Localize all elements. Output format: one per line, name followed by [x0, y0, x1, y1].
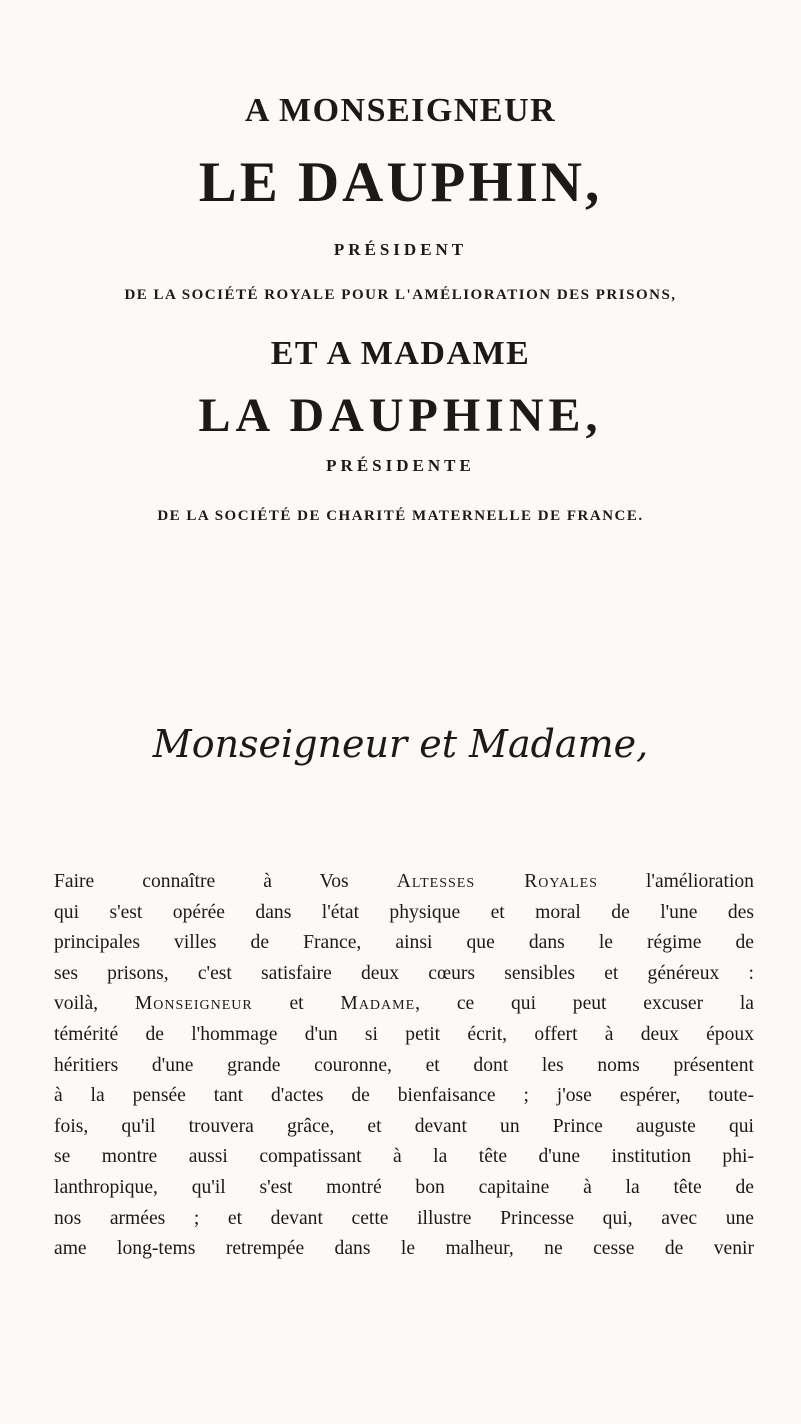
- body-text-segment: qui s'est opérée dans l'état physique et moral de l'une des: [54, 901, 754, 923]
- body-text-segment: se montre aussi compatissant à la tête d'une institution phi-: [54, 1146, 754, 1168]
- body-text-segment: l'amélioration: [597, 871, 754, 892]
- heading-line-1: A MONSEIGNEUR: [244, 92, 557, 129]
- body-text-segment: héritiers d'une grande couronne, et dont les noms présentent: [54, 1054, 754, 1076]
- heading-line-5: ET A MADAME: [270, 335, 531, 372]
- body-line: [54, 867, 754, 898]
- body-line: [54, 1081, 754, 1112]
- body-line: [54, 1234, 754, 1265]
- body-text-segment: fois, qu'il trouvera grâce, et devant un Prince auguste qui: [54, 1115, 754, 1137]
- body-text-segment: à la pensée tant d'actes de bienfaisance ; j'ose espérer, toute-: [54, 1085, 754, 1107]
- heading-line-8: DE LA SOCIÉTÉ DE CHARITÉ MATERNELLE DE FRANCE.: [157, 508, 644, 524]
- heading-line-2: LE DAUPHIN,: [198, 151, 603, 214]
- heading-line-3: PRÉSIDENT: [333, 240, 468, 259]
- body-line: [54, 989, 754, 1020]
- salutation: Monseigneur et Madame,: [152, 722, 649, 766]
- body-text-segment: et: [252, 993, 341, 1015]
- body-text-segment: Faire connaître à Vos: [54, 871, 397, 892]
- body-text-segment: nos armées ; et devant cette illustre Princesse qui, avec une: [54, 1207, 754, 1229]
- dedication-body: [54, 867, 754, 1265]
- body-text-segment: ame long-tems retrempée dans le malheur, ne cesse de venir: [54, 1238, 754, 1260]
- body-text-segment: principales villes de France, ainsi que dans le régime de: [54, 932, 754, 954]
- body-line: [54, 1173, 754, 1204]
- small-caps-text: Altesses Royales: [396, 871, 598, 892]
- small-caps-text: Monseigneur: [134, 993, 253, 1015]
- body-text-segment: , ce qui peut excuser la: [415, 993, 754, 1015]
- body-text-segment: témérité de l'hommage d'un si petit écrit, offert à deux époux: [54, 1023, 754, 1045]
- body-line: [54, 1142, 754, 1173]
- heading-line-6: LA DAUPHINE,: [198, 389, 603, 442]
- body-line: [54, 1020, 754, 1051]
- body-line: [54, 1204, 754, 1235]
- heading-line-7: PRÉSIDENTE: [326, 456, 475, 475]
- body-line: [54, 1112, 754, 1143]
- body-line: [54, 959, 754, 990]
- small-caps-text: Madame: [340, 993, 416, 1015]
- body-text-segment: voilà,: [54, 993, 135, 1015]
- body-line: [54, 928, 754, 959]
- body-line: [54, 898, 754, 929]
- body-text-segment: lanthropique, qu'il s'est montré bon capitaine à la tête de: [54, 1176, 754, 1198]
- heading-line-4: DE LA SOCIÉTÉ ROYALE POUR L'AMÉLIORATION DES PRISONS,: [124, 287, 677, 303]
- body-line: [54, 1051, 754, 1082]
- body-text-segment: ses prisons, c'est satisfaire deux cœurs sensibles et généreux :: [54, 962, 754, 984]
